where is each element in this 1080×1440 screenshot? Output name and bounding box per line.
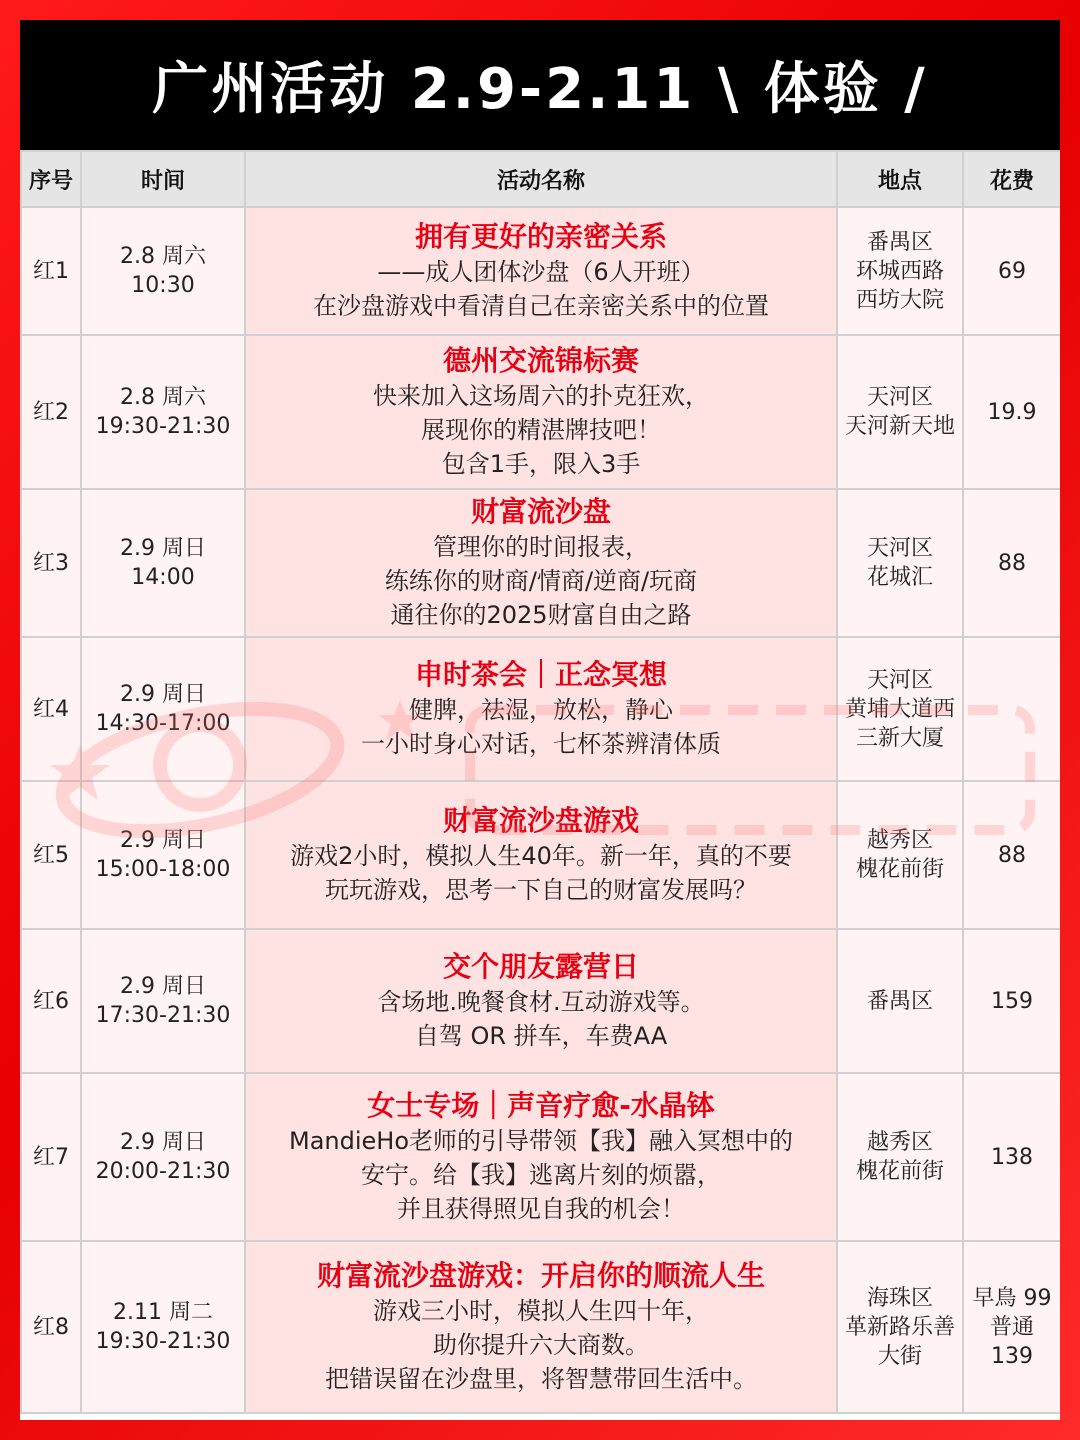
row-place-line: 黄埔大道西 <box>844 696 955 722</box>
row-activity <box>246 208 836 334</box>
row-place-line: 西坊大院 <box>855 287 944 313</box>
row-time-line: 15:00-18:00 <box>95 857 231 882</box>
row-place <box>838 638 962 780</box>
row-place-line: 花城汇 <box>866 565 933 590</box>
row-place-line: 天河新天地 <box>844 414 955 439</box>
table-row <box>22 336 1060 488</box>
activity-title: 女士专场｜声音疗愈-水晶钵 <box>367 1089 715 1122</box>
row-place <box>838 208 962 334</box>
row-cost-line: 139 <box>991 1343 1033 1369</box>
column-header-time: 时间 <box>82 152 244 206</box>
activity-description-line: 安宁。给【我】逃离片刻的烦嚣， <box>361 1161 721 1189</box>
activity-description-line: 玩玩游戏，思考一下自己的财富发展吗？ <box>325 876 757 904</box>
row-index: 红8 <box>22 1242 80 1412</box>
row-activity <box>246 1074 836 1240</box>
row-cost-line: 69 <box>998 258 1026 284</box>
table-row <box>22 1242 1060 1412</box>
activity-description-line: 包含1手，限入3手 <box>441 450 641 478</box>
row-time <box>82 930 244 1072</box>
table-row <box>22 1074 1060 1240</box>
row-time-line: 20:00-21:30 <box>95 1159 231 1184</box>
row-time-line: 2.9 周日 <box>120 536 206 561</box>
row-cost <box>964 208 1060 334</box>
row-place-line: 越秀区 <box>866 1130 933 1155</box>
row-index: 红4 <box>22 638 80 780</box>
activity-description-line: 管理你的时间报表， <box>433 533 649 561</box>
row-cost <box>964 1074 1060 1240</box>
column-header-activity: 活动名称 <box>246 152 836 206</box>
table-header-row <box>22 152 1060 206</box>
activity-description-line: 含场地.晚餐食材.互动游戏等。 <box>377 988 705 1016</box>
row-index: 红1 <box>22 208 80 334</box>
activity-title: 德州交流锦标赛 <box>442 344 639 377</box>
row-cost <box>964 782 1060 928</box>
row-cost-line: 普通 <box>989 1314 1034 1340</box>
activity-description-line: 健脾，祛湿，放松，静心 <box>409 696 673 724</box>
activity-description-line: 快来加入这场周六的扑克狂欢， <box>373 382 709 410</box>
column-header-place: 地点 <box>838 152 962 206</box>
row-time <box>82 1074 244 1240</box>
row-cost-line: 88 <box>998 550 1026 576</box>
column-header-cost: 花费 <box>964 152 1060 206</box>
row-time-line: 17:30-21:30 <box>95 1003 231 1028</box>
row-activity <box>246 638 836 780</box>
row-place-line: 天河区 <box>866 536 933 561</box>
row-time <box>82 490 244 636</box>
row-time-line: 14:30-17:00 <box>95 711 231 736</box>
events-table <box>20 150 1060 1414</box>
row-time-line: 2.9 周日 <box>120 1130 206 1155</box>
row-place <box>838 782 962 928</box>
activity-description-line: 展现你的精湛牌技吧！ <box>421 416 661 444</box>
row-index: 红5 <box>22 782 80 928</box>
row-cost-line: 138 <box>991 1144 1033 1170</box>
row-activity <box>246 930 836 1072</box>
row-place-line: 革新路乐善 <box>844 1314 955 1340</box>
activity-title: 财富流沙盘 <box>470 495 611 528</box>
row-time-line: 14:00 <box>131 565 195 590</box>
page-title: 广州活动 2.9-2.11 \ 体验 / <box>152 57 928 122</box>
activity-title: 财富流沙盘游戏：开启你的顺流人生 <box>316 1259 765 1292</box>
activity-description-line: 游戏三小时，模拟人生四十年， <box>373 1297 709 1325</box>
activity-description-line: 并且获得照见自我的机会！ <box>397 1195 685 1223</box>
row-index: 红3 <box>22 490 80 636</box>
table-row <box>22 930 1060 1072</box>
row-place-line: 环城西路 <box>855 258 944 284</box>
table-row <box>22 490 1060 636</box>
row-time-line: 2.9 周日 <box>120 682 206 707</box>
event-poster <box>20 20 1060 1420</box>
activity-description-line: 自驾 OR 拼车，车费AA <box>414 1022 668 1050</box>
row-time-line: 10:30 <box>131 273 195 298</box>
row-time-line: 19:30-21:30 <box>95 1329 231 1354</box>
row-cost <box>964 638 1060 780</box>
column-header-index: 序号 <box>22 152 80 206</box>
activity-title: 财富流沙盘游戏 <box>442 804 639 837</box>
row-time-line: 2.8 周六 <box>120 385 206 410</box>
activity-description-line: MandieHo老师的引导带领【我】融入冥想中的 <box>288 1127 794 1155</box>
activity-description-line: 助你提升六大商数。 <box>433 1331 649 1359</box>
row-index: 红2 <box>22 336 80 488</box>
activity-title: 拥有更好的亲密关系 <box>414 220 667 253</box>
activity-description-line: 一小时身心对话，七杯茶辨清体质 <box>361 730 721 758</box>
row-cost-line: 159 <box>991 988 1033 1014</box>
row-cost <box>964 1242 1060 1412</box>
row-time <box>82 208 244 334</box>
row-time-line: 19:30-21:30 <box>95 414 231 439</box>
row-place <box>838 1074 962 1240</box>
row-place-line: 番禺区 <box>866 229 933 255</box>
row-cost <box>964 930 1060 1072</box>
row-time-line: 2.8 周六 <box>120 244 206 269</box>
row-cost-line: 19.9 <box>987 399 1037 425</box>
row-time <box>82 1242 244 1412</box>
row-place-line: 越秀区 <box>866 828 933 853</box>
row-place-line: 槐花前街 <box>855 857 944 882</box>
row-time-line: 2.11 周二 <box>113 1300 213 1325</box>
row-place-line: 天河区 <box>866 385 933 410</box>
row-time <box>82 638 244 780</box>
table-row <box>22 638 1060 780</box>
row-index: 红7 <box>22 1074 80 1240</box>
activity-description-line: 把错误留在沙盘里，将智慧带回生活中。 <box>325 1365 757 1393</box>
activity-description-line: ——成人团体沙盘（6人开班） <box>377 258 705 286</box>
row-place-line: 槐花前街 <box>855 1159 944 1184</box>
row-index: 红6 <box>22 930 80 1072</box>
activity-title: 交个朋友露营日 <box>442 950 639 983</box>
row-place-line: 三新大厦 <box>855 725 944 751</box>
row-cost <box>964 336 1060 488</box>
activity-description-line: 在沙盘游戏中看清自己在亲密关系中的位置 <box>313 292 769 320</box>
activity-description-line: 通往你的2025财富自由之路 <box>390 601 692 629</box>
activity-description-line: 游戏2小时，模拟人生40年。新一年，真的不要 <box>290 842 792 870</box>
row-cost <box>964 490 1060 636</box>
row-place <box>838 490 962 636</box>
row-cost-line: 早鳥 99 <box>972 1285 1052 1311</box>
row-activity <box>246 336 836 488</box>
row-time-line: 2.9 周日 <box>120 974 206 999</box>
row-place-line: 海珠区 <box>866 1285 933 1311</box>
row-place-line: 番禺区 <box>866 988 933 1014</box>
table-row <box>22 208 1060 334</box>
row-time-line: 2.9 周日 <box>120 828 206 853</box>
activity-description-line: 练练你的财商/情商/逆商/玩商 <box>384 567 698 595</box>
row-time <box>82 336 244 488</box>
row-place <box>838 1242 962 1412</box>
row-place-line: 天河区 <box>866 667 933 693</box>
row-time <box>82 782 244 928</box>
row-activity <box>246 782 836 928</box>
table-row <box>22 782 1060 928</box>
poster-header <box>20 20 1060 150</box>
row-activity <box>246 1242 836 1412</box>
row-cost-line: 88 <box>998 842 1026 868</box>
row-place <box>838 336 962 488</box>
row-place <box>838 930 962 1072</box>
row-place-line: 大街 <box>877 1343 922 1369</box>
activity-title: 申时茶会｜正念冥想 <box>414 658 667 691</box>
row-activity <box>246 490 836 636</box>
